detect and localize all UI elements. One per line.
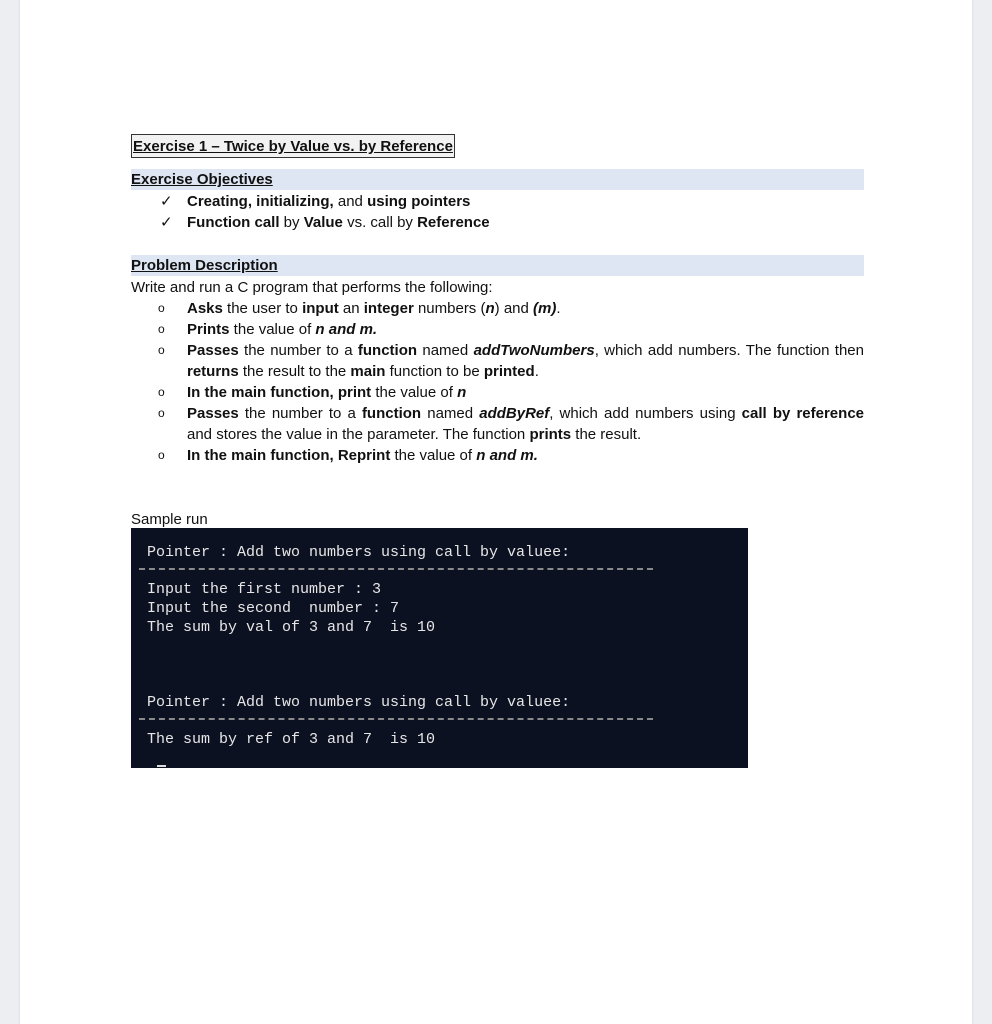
exercise-title-box — [131, 134, 455, 158]
console-line: The sum by val of 3 and 7 is 10 — [147, 619, 436, 636]
bullet-icon: o — [158, 322, 165, 336]
document-page — [20, 0, 972, 1024]
objectives-list — [131, 191, 490, 233]
console-line: Input the second number : 7 — [147, 600, 400, 617]
exercise-title: Exercise 1 – Twice by Value vs. by Reference — [133, 138, 453, 155]
console-line: The sum by ref of 3 and 7 is 10 — [147, 731, 436, 748]
step-item: o Prints the value of n and m. — [158, 321, 378, 338]
console-output — [131, 528, 748, 768]
console-line: Pointer : Add two numbers using call by valuee: — [147, 544, 571, 561]
console-line: Input the first number : 3 — [147, 581, 382, 598]
console-divider — [139, 718, 653, 720]
problem-intro: Write and run a C program that performs the following: — [131, 279, 493, 296]
bullet-icon: o — [158, 406, 165, 420]
bullet-icon: o — [158, 385, 165, 399]
step-item: o Passes the number to a function named addTwoNumbers, which add numbers. The function then returns the result to the main function to be printed. — [158, 342, 864, 380]
objectives-heading: Exercise Objectives — [131, 171, 273, 188]
step-item: o Passes the number to a function named addByRef, which add numbers using call by reference and stores the value in the parameter. The function prints the result. — [158, 405, 865, 443]
bullet-icon: o — [158, 343, 165, 357]
bullet-icon: o — [158, 301, 165, 315]
problem-heading-bar — [131, 255, 864, 276]
objective-item: ✓ Creating, initializing, and using pointers — [160, 193, 471, 210]
console-cursor — [157, 765, 166, 767]
step-item: o In the main function, print the value of n — [158, 384, 467, 401]
check-icon: ✓ — [160, 214, 173, 231]
bullet-icon: o — [158, 448, 165, 462]
check-icon: ✓ — [160, 193, 173, 210]
objective-item: ✓ Function call by Value vs. call by Reference — [160, 214, 490, 231]
step-item: o Asks the user to input an integer numbers (n) and (m). — [158, 300, 561, 317]
step-item: o In the main function, Reprint the value of n and m. — [158, 447, 538, 464]
objectives-heading-bar — [131, 169, 864, 190]
sample-run-label: Sample run — [131, 511, 208, 528]
console-divider — [139, 568, 653, 570]
problem-heading: Problem Description — [131, 257, 278, 274]
console-line: Pointer : Add two numbers using call by valuee: — [147, 694, 571, 711]
problem-steps-list — [131, 298, 864, 466]
